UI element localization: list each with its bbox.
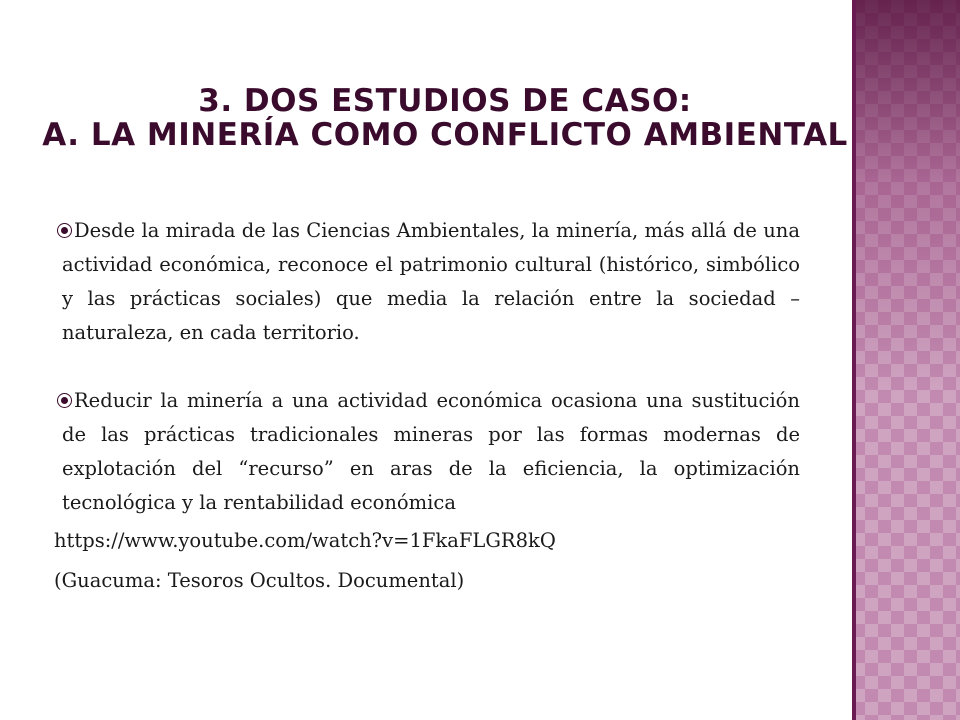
slide-title-line-2: A. LA MINERÍA COMO CONFLICTO AMBIENTAL [42, 117, 848, 153]
video-link[interactable]: https://www.youtube.com/watch?v=1FkaFLGR8kQ [54, 529, 556, 552]
slide-body [54, 214, 800, 598]
bullet-text: Reducir la minería a una actividad económica ocasiona una sustitución de las prácticas tradicionales mineras por las formas modernas de explotación del “recurso” en aras de la eficiencia, la optimización tecnológica y la rentabilidad económica [62, 389, 800, 514]
slide-title-line-1: 3. DOS ESTUDIOS DE CASO: [198, 83, 692, 119]
decorative-side-band [852, 0, 960, 720]
bullet-item [62, 214, 800, 350]
circled-dot-bullet-icon [57, 223, 72, 238]
slide-title [40, 84, 850, 152]
bullet-item [62, 384, 800, 520]
bullet-text: Desde la mirada de las Ciencias Ambientales, la minería, más allá de una actividad económica, reconoce el patrimonio cultural (histórico, simbólico y las prácticas sociales) que media la relación entre la sociedad – naturaleza, en cada territorio. [62, 219, 800, 344]
circled-dot-bullet-icon [57, 393, 72, 408]
video-caption: (Guacuma: Tesoros Ocultos. Documental) [54, 569, 465, 592]
